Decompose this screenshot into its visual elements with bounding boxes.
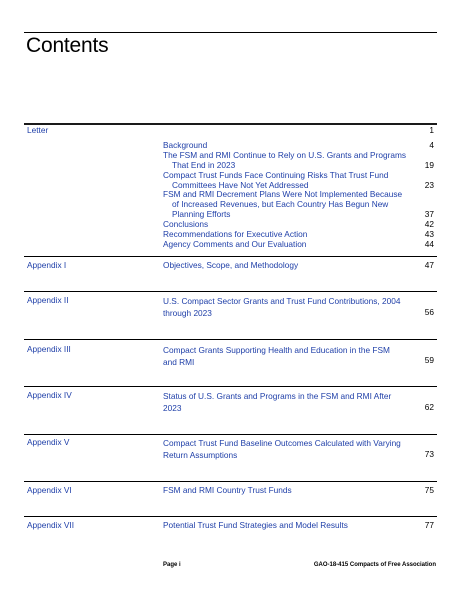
section-rule bbox=[24, 123, 437, 125]
section-rule bbox=[24, 434, 437, 435]
page-title: Contents bbox=[26, 34, 109, 57]
section-rule bbox=[24, 481, 437, 482]
toc-page-number: 62 bbox=[424, 402, 434, 412]
toc-appendix-5-title[interactable]: Compact Trust Fund Baseline Outcomes Calculated with Varying Return Assumptions bbox=[163, 438, 401, 460]
top-rule bbox=[24, 32, 437, 33]
toc-appendix-4-title[interactable]: Status of U.S. Grants and Programs in the FSM and RMI After 2023 bbox=[163, 391, 392, 413]
toc-appendix-1-title[interactable]: Objectives, Scope, and Methodology bbox=[163, 260, 299, 270]
toc-page-number: 1 bbox=[429, 125, 434, 135]
toc-appendix-3-title[interactable]: Compact Grants Supporting Health and Education in the FSM and RMI bbox=[163, 345, 390, 367]
toc-page-number: 4 bbox=[429, 140, 434, 150]
toc-entry-grants-programs[interactable]: The FSM and RMI Continue to Rely on U.S. Grants and Programs That End in 2023 bbox=[163, 150, 407, 170]
toc-appendix-2-title[interactable]: U.S. Compact Sector Grants and Trust Fund Contributions, 2004 through 2023 bbox=[163, 296, 401, 318]
toc-entry-agency-comments[interactable]: Agency Comments and Our Evaluation bbox=[163, 239, 307, 249]
section-rule bbox=[24, 291, 437, 292]
toc-appendix-3-link[interactable]: Appendix III bbox=[27, 344, 71, 354]
toc-page-number: 59 bbox=[424, 355, 434, 365]
footer-document-id: GAO-18-415 Compacts of Free Association bbox=[313, 562, 436, 568]
toc-appendix-1-link[interactable]: Appendix I bbox=[27, 260, 67, 270]
toc-page-number: 43 bbox=[424, 229, 434, 239]
toc-page-number: 44 bbox=[424, 239, 434, 249]
section-rule bbox=[24, 516, 437, 517]
toc-page-number: 23 bbox=[424, 180, 434, 190]
section-rule bbox=[24, 339, 437, 340]
toc-page-number: 75 bbox=[424, 485, 434, 495]
section-rule bbox=[24, 386, 437, 387]
toc-page-number: 73 bbox=[424, 449, 434, 459]
toc-appendix-6-title[interactable]: FSM and RMI Country Trust Funds bbox=[163, 485, 292, 495]
toc-page-number: 56 bbox=[424, 307, 434, 317]
toc-entry-recommendations[interactable]: Recommendations for Executive Action bbox=[163, 229, 308, 239]
footer-page-number: Page i bbox=[163, 562, 181, 568]
toc-entry-trust-funds-risks[interactable]: Compact Trust Funds Face Continuing Risks That Trust Fund Committees Have Not Yet Addressed bbox=[163, 170, 389, 190]
toc-appendix-6-link[interactable]: Appendix VI bbox=[27, 485, 72, 495]
toc-appendix-4-link[interactable]: Appendix IV bbox=[27, 390, 72, 400]
toc-page-number: 77 bbox=[424, 520, 434, 530]
toc-appendix-2-link[interactable]: Appendix II bbox=[27, 295, 69, 305]
section-rule bbox=[24, 256, 437, 257]
toc-page-number: 37 bbox=[424, 209, 434, 219]
toc-entry-conclusions[interactable]: Conclusions bbox=[163, 219, 209, 229]
toc-entry-background[interactable]: Background bbox=[163, 140, 208, 150]
toc-letter-link[interactable]: Letter bbox=[27, 125, 49, 135]
toc-page-number: 47 bbox=[424, 260, 434, 270]
toc-appendix-5-link[interactable]: Appendix V bbox=[27, 437, 70, 447]
toc-page-number: 42 bbox=[424, 219, 434, 229]
toc-appendix-7-link[interactable]: Appendix VII bbox=[27, 520, 75, 530]
toc-appendix-7-title[interactable]: Potential Trust Fund Strategies and Model Results bbox=[163, 520, 348, 530]
toc-page-number: 19 bbox=[424, 160, 434, 170]
toc-entry-decrement-plans[interactable]: FSM and RMI Decrement Plans Were Not Implemented Because of Increased Revenues, but Each Country Has Begun New Planning Efforts bbox=[163, 189, 403, 219]
